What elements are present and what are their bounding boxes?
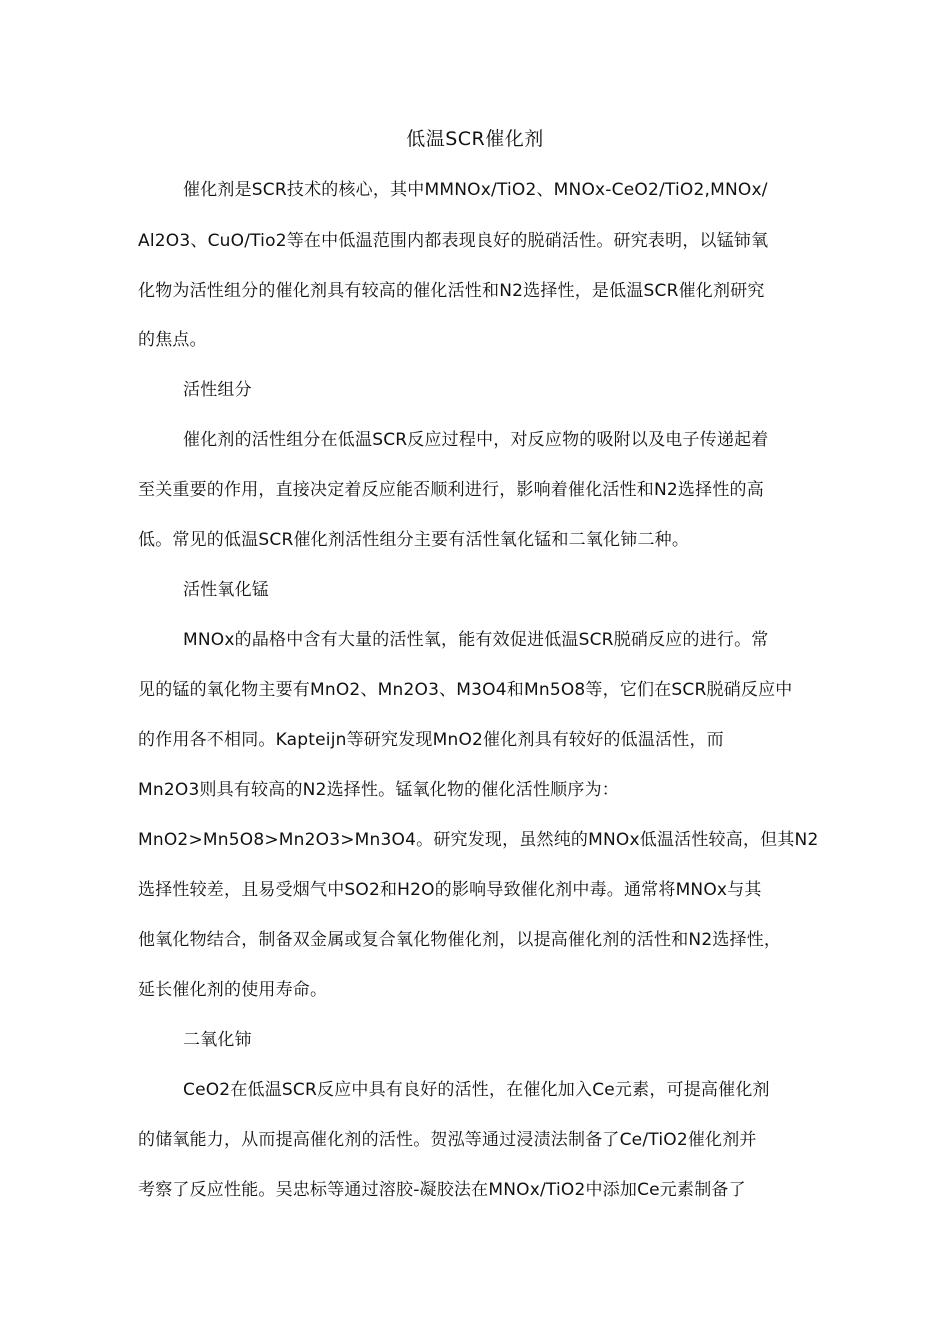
paragraph-3-line-1: MNOx的晶格中含有大量的活性氧，能有效促进低温SCR脱硝反应的进行。常	[183, 630, 769, 650]
paragraph-1-line-4: 的焦点。	[138, 330, 207, 350]
paragraph-3-line-6: 选择性较差，且易受烟气中SO2和H2O的影响导致催化剂中毒。通常将MNOx与其	[138, 880, 762, 900]
paragraph-4-line-3: 考察了反应性能。吴忠标等通过溶胶-凝胶法在MNOx/TiO2中添加Ce元素制备了	[138, 1180, 746, 1200]
paragraph-4-line-2: 的储氧能力，从而提高催化剂的活性。贺泓等通过浸渍法制备了Ce/TiO2催化剂并	[138, 1130, 757, 1150]
paragraph-1-line-2: Al2O3、CuO/Tio2等在中低温范围内都表现良好的脱硝活性。研究表明，以锰铈氧	[138, 231, 769, 251]
section-heading-cerium-dioxide: 二氧化铈	[183, 1030, 252, 1050]
paragraph-3-line-2: 见的锰的氧化物主要有MnO2、Mn2O3、M3O4和Mn5O8等，它们在SCR脱硝反应中	[138, 680, 793, 700]
paragraph-3-line-7: 他氧化物结合，制备双金属或复合氧化物催化剂，以提高催化剂的活性和N2选择性，	[138, 930, 782, 950]
paragraph-2-line-1: 催化剂的活性组分在低温SCR反应过程中，对反应物的吸附以及电子传递起着	[183, 430, 769, 450]
paragraph-2-line-3: 低。常见的低温SCR催化剂活性组分主要有活性氧化锰和二氧化铈二种。	[138, 530, 690, 550]
paragraph-3-line-5: MnO2>Mn5O8>Mn2O3>Mn3O4。研究发现，虽然纯的MNOx低温活性较高，但其N2	[138, 830, 818, 850]
paragraph-3-line-3: 的作用各不相同。Kapteijn等研究发现MnO2催化剂具有较好的低温活性，而	[138, 730, 724, 750]
document-title: 低温SCR催化剂	[406, 128, 544, 150]
paragraph-1-line-1: 催化剂是SCR技术的核心，其中MMNOx/TiO2、MNOx-CeO2/TiO2,MNOx/	[183, 180, 768, 200]
paragraph-1-line-3: 化物为活性组分的催化剂具有较高的催化活性和N2选择性，是低温SCR催化剂研究	[138, 281, 765, 301]
section-heading-active-manganese-oxide: 活性氧化锰	[183, 580, 269, 600]
paragraph-3-line-8: 延长催化剂的使用寿命。	[138, 980, 328, 1000]
paragraph-4-line-1: CeO2在低温SCR反应中具有良好的活性，在催化加入Ce元素，可提高催化剂	[183, 1080, 770, 1100]
paragraph-2-line-2: 至关重要的作用，直接决定着反应能否顺利进行，影响着催化活性和N2选择性的高	[138, 480, 764, 500]
section-heading-active-components: 活性组分	[183, 380, 252, 400]
paragraph-3-line-4: Mn2O3则具有较高的N2选择性。锰氧化物的催化活性顺序为：	[138, 780, 619, 800]
